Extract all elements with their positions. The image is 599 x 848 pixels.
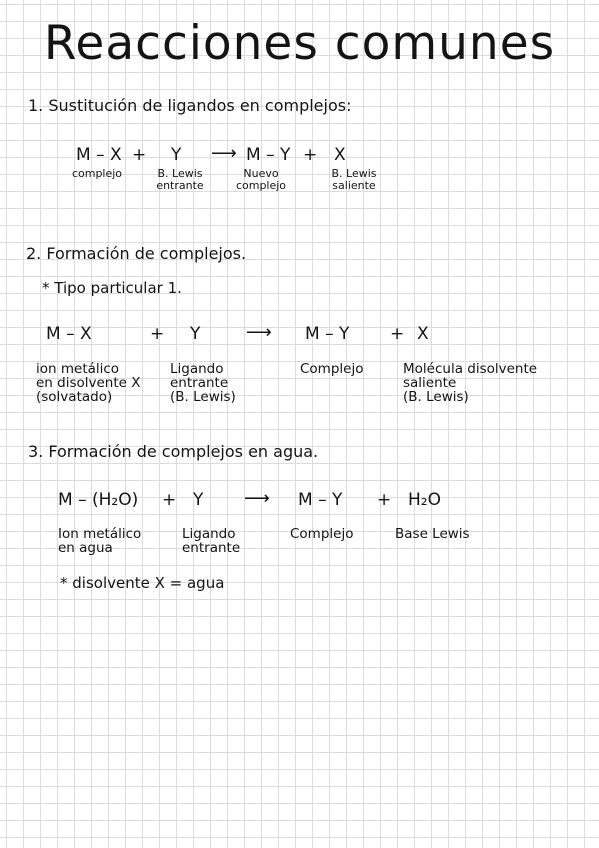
- section-2-heading: 2. Formación de complejos.: [26, 244, 247, 263]
- eq1-arrow-icon: ⟶: [211, 143, 237, 164]
- eq1-label-lewis-saliente: B. Lewis saliente: [331, 167, 377, 192]
- eq3-plus-2: +: [377, 490, 392, 510]
- section-3-heading: 3. Formación de complejos en agua.: [28, 442, 319, 461]
- eq3-label-complejo: Complejo: [290, 526, 354, 542]
- section-1-heading: 1. Sustitución de ligandos en complejos:: [28, 96, 352, 115]
- eq2-label-molecula: Molécula disolvente saliente (B. Lewis): [403, 361, 538, 405]
- eq2-label-complejo: Complejo: [300, 361, 364, 377]
- eq1-plus-2: +: [303, 145, 318, 165]
- eq1-product-my: M – Y: [246, 145, 291, 165]
- eq1-product-x: X: [334, 145, 346, 165]
- eq1-reactant-y: Y: [171, 145, 182, 165]
- eq3-label-ligando: Ligando entrante: [182, 526, 241, 556]
- eq1-reactant-mx: M – X: [76, 145, 122, 165]
- eq3-plus-1: +: [162, 490, 177, 510]
- page-title: Reacciones comunes: [43, 16, 556, 71]
- eq2-arrow-icon: ⟶: [246, 322, 272, 343]
- eq3-arrow-icon: ⟶: [244, 488, 270, 509]
- eq1-plus-1: +: [132, 145, 147, 165]
- eq1-label-nuevo-complejo: Nuevo complejo: [235, 167, 287, 192]
- eq2-product-my: M – Y: [305, 324, 350, 344]
- eq2-reactant-mx: M – X: [46, 324, 92, 344]
- section-2-note: * Tipo particular 1.: [42, 279, 182, 297]
- section-3-note: * disolvente X = agua: [60, 574, 225, 592]
- eq2-reactant-y: Y: [190, 324, 201, 344]
- eq3-label-base-lewis: Base Lewis: [395, 526, 470, 542]
- eq3-reactant-y: Y: [193, 490, 204, 510]
- eq3-reactant-mh2o: M – (H₂O): [58, 490, 139, 510]
- eq2-product-x: X: [417, 324, 429, 344]
- eq2-label-ion-metalico: ion metálico en disolvente X (solvatado): [36, 361, 141, 405]
- eq2-label-ligando: Ligando entrante (B. Lewis): [170, 361, 236, 405]
- eq1-label-complejo: complejo: [71, 167, 123, 180]
- eq1-label-lewis-entrante: B. Lewis entrante: [156, 167, 204, 192]
- eq3-label-ion-metalico: Ion metálico en agua: [58, 526, 142, 556]
- eq2-plus-1: +: [150, 324, 165, 344]
- eq3-product-my: M – Y: [298, 490, 343, 510]
- eq3-product-h2o: H₂O: [408, 490, 441, 510]
- eq2-plus-2: +: [390, 324, 405, 344]
